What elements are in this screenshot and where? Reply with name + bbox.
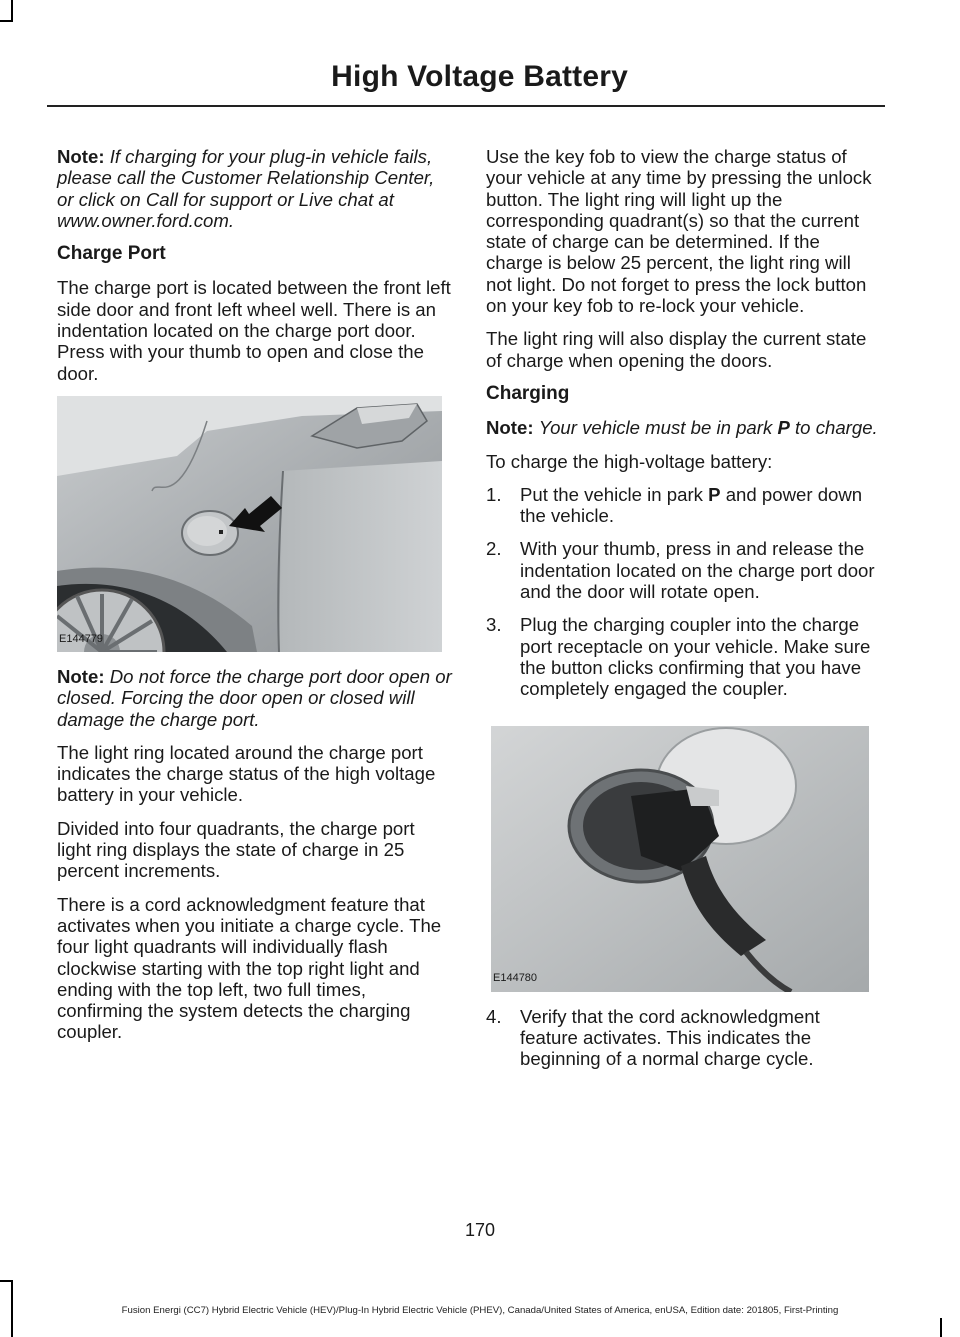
step-text: Put the vehicle in park P and power down the vehicle. — [520, 483, 863, 527]
page-title: High Voltage Battery — [331, 60, 628, 93]
paragraph-light-ring: The light ring located around the charge port indicates the charge status of the high voltage battery in your vehicle. — [57, 741, 436, 806]
note-park — [486, 417, 881, 438]
note-do-not-force — [57, 666, 452, 730]
footer-edition-info: Fusion Energi (CC7) Hybrid Electric Vehicle (HEV)/Plug-In Hybrid Electric Vehicle (PHEV), Canada/United States of America, enUSA, Edition date: 201805, First-Printing — [121, 1305, 839, 1316]
step-number: 1. — [486, 483, 502, 505]
charging-steps-list-continued — [486, 1006, 881, 1070]
note-text: to charge. — [795, 417, 878, 439]
step-text: Plug the charging coupler into the charge port receptacle on your vehicle. Make sure the button clicks confirming that you have completely engaged the coupler. — [520, 614, 871, 700]
list-item — [486, 538, 881, 602]
crop-mark-bottom-left-horizontal — [0, 1280, 13, 1282]
step-number: 4. — [486, 1005, 502, 1027]
crop-mark-top-left-horizontal — [0, 20, 13, 22]
figure-charging-coupler — [491, 726, 869, 992]
right-column — [486, 146, 881, 1081]
paragraph-charge-port-location: The charge port is located between the front left side door and front left wheel well. There is an indentation located on the charge port door. Press with your thumb to open and close the door. — [57, 277, 451, 384]
note-customer-relationship — [57, 146, 452, 231]
step-number: 3. — [486, 614, 502, 636]
step-number: 2. — [486, 538, 502, 560]
paragraph-light-ring-doors: The light ring will also display the current state of charge when opening the doors. — [486, 328, 867, 371]
list-item — [486, 614, 881, 699]
paragraph-quadrants: Divided into four quadrants, the charge port light ring displays the state of charge in 25 percent increments. — [57, 817, 415, 882]
charging-coupler-illustration — [491, 726, 869, 992]
charging-steps-list — [486, 484, 881, 700]
note-label: Note: — [486, 417, 534, 439]
list-item — [486, 1006, 881, 1070]
note-label: Note: — [57, 146, 105, 167]
crop-mark-top-left-vertical — [11, 0, 13, 22]
note-text: Your vehicle must be in park — [538, 417, 773, 439]
header-divider — [47, 105, 885, 107]
note-text: If charging for your plug-in vehicle fails, please call the Customer Relationship Center, or click on Call for support or Live chat at www.owner.ford.com. — [57, 146, 435, 231]
left-column — [57, 146, 452, 1055]
note-bold-park: P — [777, 417, 790, 439]
figure-code: E144780 — [493, 972, 538, 985]
paragraph-cord-acknowledgment: There is a cord acknowledgment feature that activates when you initiate a charge cycle. The four light quadrants will individually flash clockwise starting with the top right light and ending with the top left, two full times, confirming the system detects the charging coupler. — [57, 893, 442, 1043]
car-charge-port-illustration — [57, 396, 442, 652]
note-label: Note: — [57, 665, 105, 687]
crop-mark-bottom-right-vertical — [940, 1318, 942, 1337]
section-heading-charging: Charging — [486, 382, 570, 404]
paragraph-charge-intro: To charge the high-voltage battery: — [486, 450, 773, 472]
figure-charge-port-location — [57, 396, 442, 652]
step-text: With your thumb, press in and release the indentation located on the charge port door and the door will rotate open. — [520, 538, 875, 603]
page-number: 170 — [464, 1220, 496, 1240]
paragraph-key-fob: Use the key fob to view the charge status of your vehicle at any time by pressing the unlock button. The light ring will light up the corresponding quadrant(s) so that the current state of charge can be determined. If the charge is below 25 percent, the light ring will not light. Do not forget to press the lock button on your key fob to re-lock your vehicle. — [486, 146, 872, 317]
figure-code: E144779 — [59, 632, 104, 645]
section-heading-charge-port: Charge Port — [57, 243, 166, 265]
list-item — [486, 484, 881, 527]
step-text: Verify that the cord acknowledgment feature activates. This indicates the beginning of a normal charge cycle. — [520, 1005, 820, 1070]
note-text: Do not force the charge port door open or closed. Forcing the door open or closed will damage the charge port. — [57, 665, 452, 730]
